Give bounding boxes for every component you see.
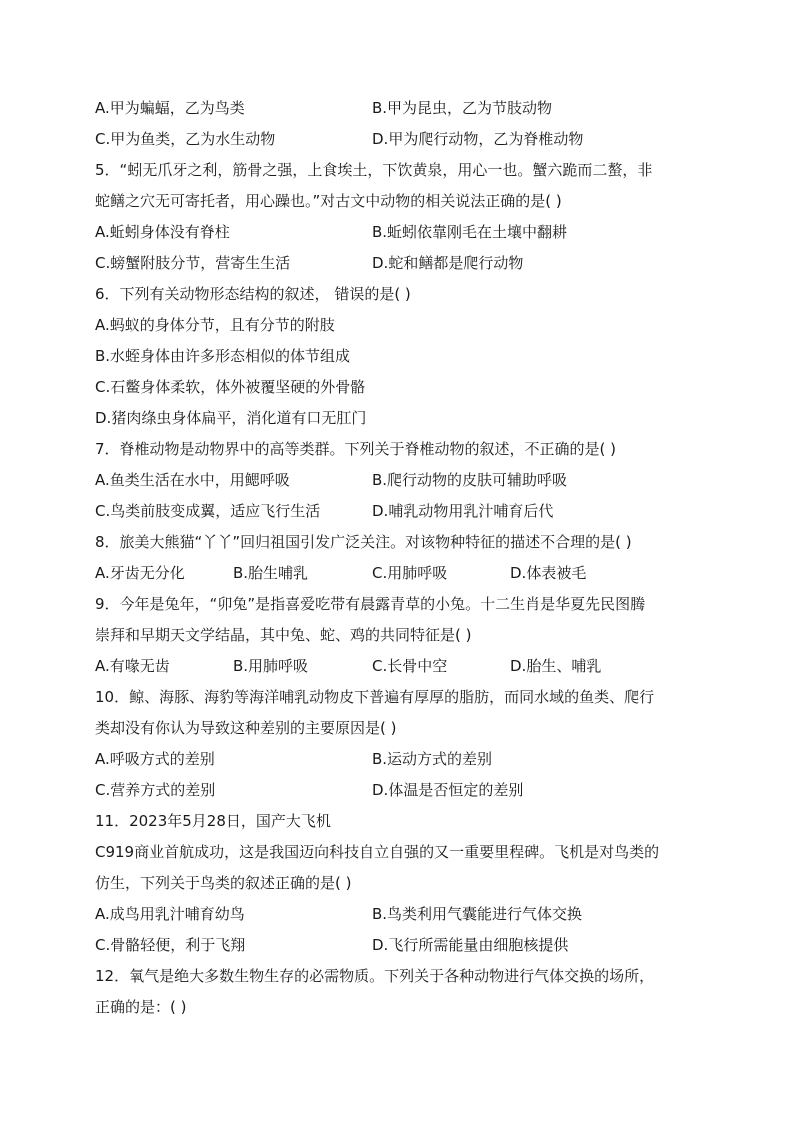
q7-option-a[interactable]: A.鱼类生活在水中，用鳃呼吸 <box>95 471 290 489</box>
q8-stem: 8．旅美大熊猫“丫丫”回归祖国引发广泛关注。对该物种特征的描述不合理的是( ) <box>95 533 632 551</box>
q9-options-row <box>95 651 705 682</box>
q10-option-b[interactable]: B.运动方式的差别 <box>372 750 493 768</box>
q10-option-a[interactable]: A.呼吸方式的差别 <box>95 750 215 768</box>
q5-stem-line-1: 5．“蚓无爪牙之利，筋骨之强，上食埃土，下饮黄泉，用心一也。蟹六跪而二螯，非 <box>95 161 653 179</box>
q6-option-b[interactable]: B.水蛭身体由许多形态相似的体节组成 <box>95 347 351 365</box>
q8-options-row <box>95 558 705 589</box>
q5-option-c[interactable]: C.螃蟹附肢分节，营寄生生活 <box>95 254 291 272</box>
q9-option-c[interactable]: C.长骨中空 <box>372 657 448 675</box>
q12-stem-line-1: 12．氧气是绝大多数生物生存的必需物质。下列关于各种动物进行气体交换的场所， <box>95 967 655 985</box>
q7-options-row-2 <box>95 496 705 527</box>
q9-stem-line-2: 崇拜和早期天文学结晶，其中兔、蛇、鸡的共同特征是( ) <box>95 626 472 644</box>
q8-option-c[interactable]: C.用肺呼吸 <box>372 564 448 582</box>
q7-stem: 7．脊椎动物是动物界中的高等类群。下列关于脊椎动物的叙述，不正确的是( ) <box>95 440 617 458</box>
q7-options-row-1 <box>95 465 705 496</box>
q7-option-d[interactable]: D.哺乳动物用乳汁哺育后代 <box>372 502 554 520</box>
q5-option-d[interactable]: D.蛇和鳝都是爬行动物 <box>372 254 524 272</box>
q11-stem-line-1: 11．2023年5月28日，国产大飞机 <box>95 812 331 830</box>
q10-option-d[interactable]: D.体温是否恒定的差别 <box>372 781 524 799</box>
q4-option-b[interactable]: B.甲为昆虫，乙为节肢动物 <box>372 99 553 117</box>
q6-option-c[interactable]: C.石鳖身体柔软，体外被覆坚硬的外骨骼 <box>95 378 366 396</box>
q11-option-b[interactable]: B.鸟类利用气囊能进行气体交换 <box>372 905 583 923</box>
q9-stem-line-1: 9．今年是兔年，“卯兔”是指喜爱吃带有晨露青草的小兔。十二生肖是华夏先民图腾 <box>95 595 646 613</box>
q10-stem-line-2: 类却没有你认为导致这种差别的主要原因是( ) <box>95 719 397 737</box>
q6-option-a[interactable]: A.蚂蚁的身体分节，且有分节的附肢 <box>95 316 335 334</box>
q5-option-b[interactable]: B.蚯蚓依靠刚毛在土壤中翻耕 <box>372 223 568 241</box>
q4-option-a[interactable]: A.甲为蝙蝠，乙为鸟类 <box>95 99 245 117</box>
q9-option-b[interactable]: B.用肺呼吸 <box>233 657 309 675</box>
q11-option-d[interactable]: D.飞行所需能量由细胞核提供 <box>372 936 569 954</box>
q4-option-d[interactable]: D.甲为爬行动物，乙为脊椎动物 <box>372 130 584 148</box>
exam-page <box>95 93 705 1023</box>
q11-options-row-1 <box>95 899 705 930</box>
q5-option-a[interactable]: A.蚯蚓身体没有脊柱 <box>95 223 230 241</box>
q10-stem-line-1: 10．鲸、海豚、海豹等海洋哺乳动物皮下普遍有厚厚的脂肪，而同水域的鱼类、爬行 <box>95 688 655 706</box>
q11-options-row-2 <box>95 930 705 961</box>
q8-option-a[interactable]: A.牙齿无分化 <box>95 564 185 582</box>
q12-stem-line-2: 正确的是：( ) <box>95 998 187 1016</box>
q4-options-row-2 <box>95 124 705 155</box>
q5-stem-line-2: 蛇鳝之穴无可寄托者，用心躁也。”对古文中动物的相关说法正确的是( ) <box>95 192 562 210</box>
q10-options-row-2 <box>95 775 705 806</box>
q9-option-a[interactable]: A.有喙无齿 <box>95 657 170 675</box>
q10-option-c[interactable]: C.营养方式的差别 <box>95 781 216 799</box>
q4-options-row-1 <box>95 93 705 124</box>
q11-option-a[interactable]: A.成鸟用乳汁哺育幼鸟 <box>95 905 245 923</box>
q5-options-row-2 <box>95 248 705 279</box>
q11-stem-line-2: C919商业首航成功，这是我国迈向科技自立自强的又一重要里程碑。飞机是对鸟类的 <box>95 843 660 861</box>
q8-option-b[interactable]: B.胎生哺乳 <box>233 564 309 582</box>
q5-options-row-1 <box>95 217 705 248</box>
q9-option-d[interactable]: D.胎生、哺乳 <box>510 657 602 675</box>
q7-option-c[interactable]: C.鸟类前肢变成翼，适应飞行生活 <box>95 502 321 520</box>
q11-stem-line-3: 仿生，下列关于鸟类的叙述正确的是( ) <box>95 874 352 892</box>
q8-option-d[interactable]: D.体表被毛 <box>510 564 587 582</box>
q6-stem: 6．下列有关动物形态结构的叙述， 错误的是( ) <box>95 285 411 303</box>
q10-options-row-1 <box>95 744 705 775</box>
q11-option-c[interactable]: C.骨骼轻便，利于飞翔 <box>95 936 246 954</box>
q6-option-d[interactable]: D.猪肉绦虫身体扁平，消化道有口无肛门 <box>95 409 367 427</box>
q4-option-c[interactable]: C.甲为鱼类，乙为水生动物 <box>95 130 276 148</box>
q7-option-b[interactable]: B.爬行动物的皮肤可辅助呼吸 <box>372 471 568 489</box>
